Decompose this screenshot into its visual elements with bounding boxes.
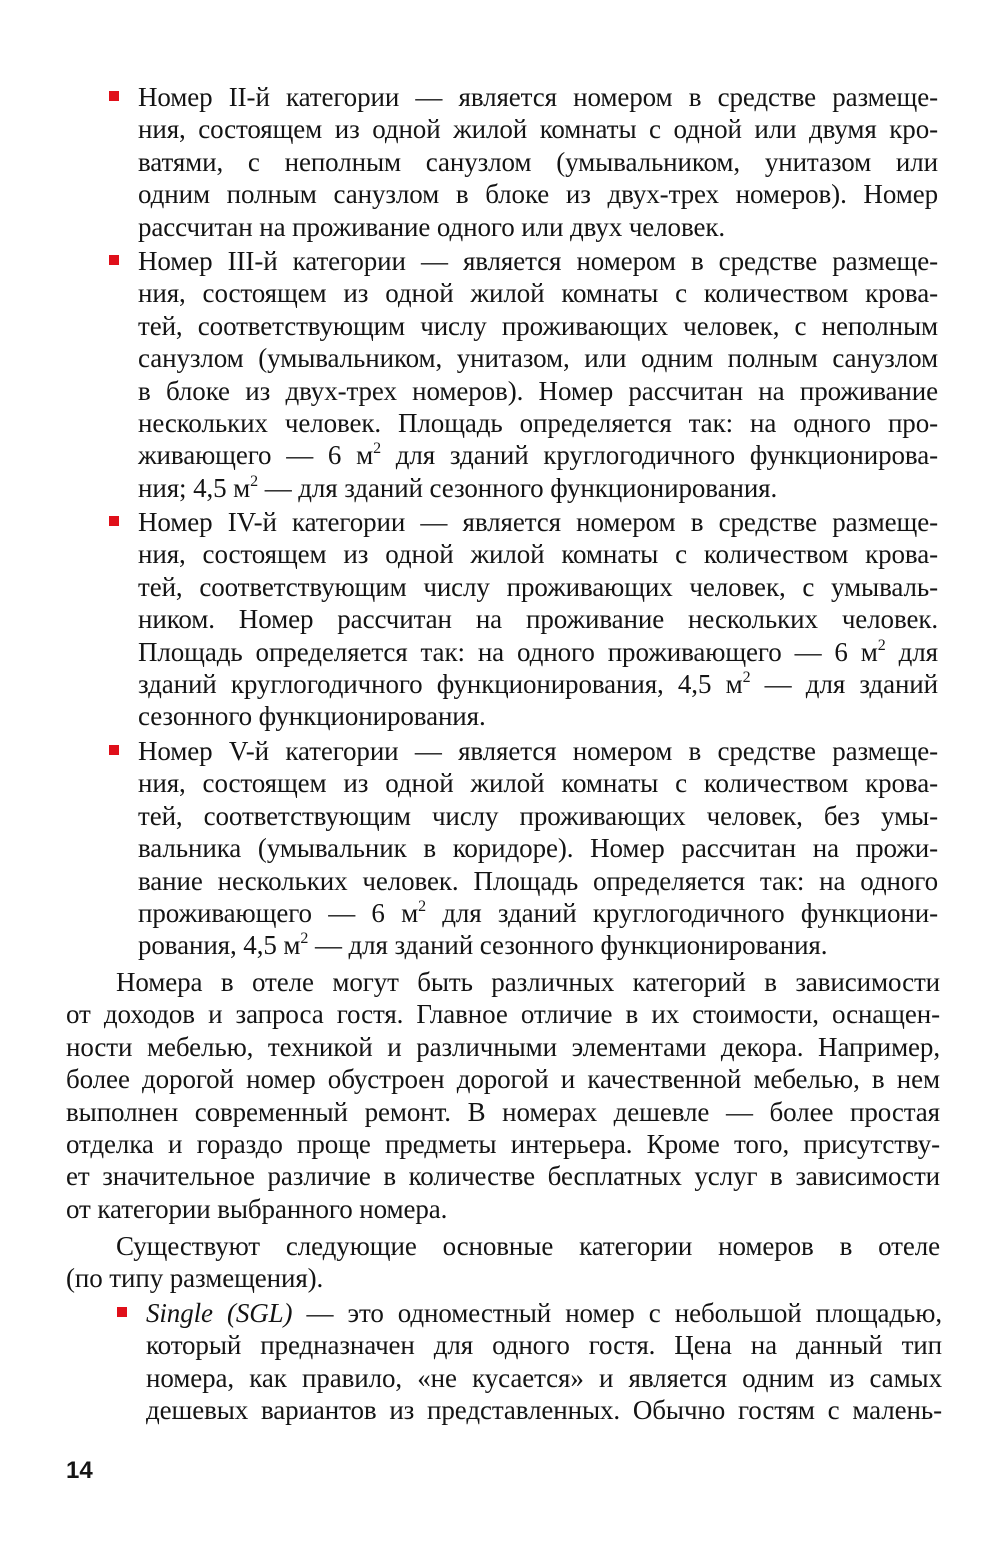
list-item-category-3	[138, 245, 938, 504]
superscript: 2	[250, 472, 259, 490]
text-line	[138, 472, 938, 504]
text-line: ником. Номер рассчитан на проживание нескольких человек.	[138, 604, 938, 635]
text-line: санузлом (умывальником, унитазом, или одним полным санузлом	[138, 343, 938, 374]
bullet-marker	[109, 91, 119, 101]
text-line: ния, состоящем из одной жилой комнаты с количеством крова-	[138, 278, 938, 309]
text-line: одним полным санузлом в блоке из двух-трех номеров). Номер	[138, 179, 938, 210]
text-fragment: для	[885, 636, 938, 667]
text-fragment: — это одноместный номер с небольшой площадью,	[292, 1298, 942, 1328]
text-line: ния, состоящем из одной жилой комнаты с количеством крова-	[138, 539, 938, 570]
text-fragment: для зданий круглогодичного функциони-	[425, 898, 938, 929]
text-fragment: рования, 4,5 м	[138, 930, 301, 961]
list-item-single-room	[146, 1297, 942, 1427]
text-line: от категории выбранного номера.	[66, 1193, 448, 1224]
text-line: Номер IV-й категории — является номером в средстве размеще-	[138, 507, 938, 537]
text-fragment: зданий круглогодичного функционирования, 4,5 м	[138, 669, 743, 700]
text-line	[138, 668, 938, 700]
text-line: ния, состоящем из одной жилой комнаты с одной или двумя кро-	[138, 114, 938, 145]
text-line: Существуют следующие основные категории номеров в отеле	[116, 1231, 940, 1261]
text-line	[138, 439, 938, 471]
text-fragment: Площадь определяется так: на одного проживающего — 6 м	[138, 636, 878, 667]
text-line: Номер V-й категории — является номером в средстве размеще-	[138, 736, 938, 766]
superscript: 2	[300, 930, 309, 948]
bullet-marker	[117, 1307, 127, 1317]
text-line: от доходов и запроса гостя. Главное отличие в их стоимости, оснащен-	[66, 999, 940, 1030]
text-fragment: — для зданий сезонного функционирования.	[308, 930, 828, 961]
text-fragment: ния; 4,5 м	[138, 472, 251, 503]
list-item-category-4	[138, 506, 938, 733]
text-line: тей, соответствующим числу проживающих человек, с неполным	[138, 310, 938, 341]
text-fragment: для зданий круглогодичного функционирова-	[381, 440, 938, 471]
list-item-category-2	[138, 81, 938, 243]
text-line	[146, 1297, 942, 1329]
bullet-marker	[109, 255, 119, 265]
superscript: 2	[373, 440, 381, 458]
text-line: Номер II-й категории — является номером в средстве размеще-	[138, 82, 938, 112]
term-single: Single (SGL)	[146, 1298, 293, 1328]
page-number: 14	[66, 1457, 93, 1484]
text-line: который предназначен для одного гостя. Цена на данный тип	[146, 1330, 942, 1361]
text-line	[138, 636, 938, 668]
text-fragment: — для зданий сезонного функционирования.	[258, 472, 778, 503]
text-line: тей, соответствующим числу проживающих человек, с умываль-	[138, 571, 938, 602]
text-line: рассчитан на проживание одного или двух человек.	[138, 211, 725, 242]
bullet-marker	[109, 745, 119, 755]
text-line: дешевых вариантов из представленных. Обычно гостям с малень-	[146, 1395, 942, 1426]
superscript: 2	[418, 898, 426, 916]
text-line: нескольких человек. Площадь определяется так: на одного про-	[138, 408, 938, 439]
paragraph-categories-intro	[66, 1230, 940, 1295]
text-fragment: проживающего — 6 м	[138, 898, 419, 929]
text-line	[138, 897, 938, 929]
text-line: (по типу размещения).	[66, 1263, 324, 1294]
text-line: вание нескольких человек. Площадь определяется так: на одного	[138, 865, 938, 896]
text-line: отделка и гораздо проще предметы интерьера. Кроме того, присутству-	[66, 1129, 940, 1160]
text-fragment: живающего — 6 м	[138, 440, 374, 471]
text-line: в блоке из двух-трех номеров). Номер рассчитан на проживание	[138, 375, 938, 406]
superscript: 2	[877, 636, 886, 654]
text-line: тей, соответствующим числу проживающих человек, без умы-	[138, 800, 938, 831]
text-line: номера, как правило, «не кусается» и является одним из самых	[146, 1362, 942, 1393]
text-line: вальника (умывальник в коридоре). Номер рассчитан на прожи-	[138, 833, 938, 864]
text-line: Номер III-й категории — является номером в средстве размеще-	[138, 246, 938, 276]
text-line: более дорогой номер обустроен дорогой и качественной мебелью, в нем	[66, 1064, 940, 1095]
text-line	[138, 929, 938, 961]
text-line: сезонного функционирования.	[138, 701, 486, 732]
list-item-category-5	[138, 735, 938, 962]
text-line: ности мебелью, техникой и различными элементами декора. Например,	[66, 1031, 940, 1062]
text-line: ния, состоящем из одной жилой комнаты с количеством крова-	[138, 768, 938, 799]
text-line: Номера в отеле могут быть различных категорий в зависимости	[116, 967, 940, 997]
text-line: ет значительное различие в количестве бесплатных услуг в зависимости	[66, 1161, 940, 1192]
paragraph-room-differences	[66, 966, 940, 1225]
superscript: 2	[742, 669, 751, 687]
bullet-marker	[109, 516, 119, 526]
text-line: выполнен современный ремонт. В номерах дешевле — более простая	[66, 1096, 940, 1127]
text-line: ватями, с неполным санузлом (умывальником, унитазом или	[138, 146, 938, 177]
text-fragment: — для зданий	[750, 669, 938, 700]
